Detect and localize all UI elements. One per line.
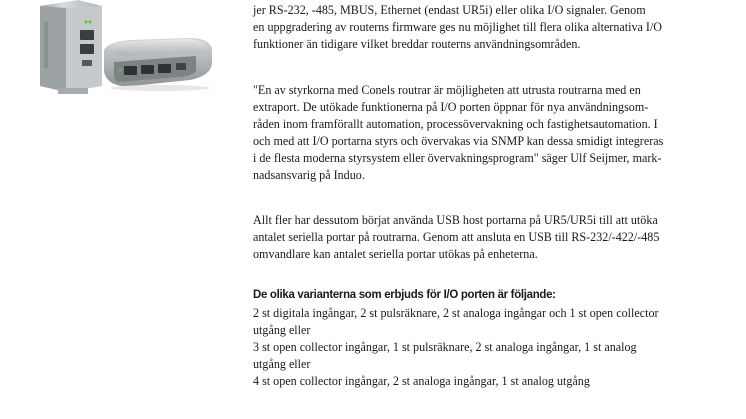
paragraph-intro-continuation [253, 2, 723, 53]
din-rail-router [40, 0, 102, 94]
text-line: "En av styrkorna med Conels routrar är möjligheten att utrusta routrarna med en [253, 83, 641, 97]
router-product-photo [0, 0, 236, 100]
text-line: en uppgradering av routerns firmware ges nu möjlighet till flera olika alternativa I/O [253, 20, 663, 34]
text-line: råden inom framförallt automation, processövervakning och fastighetsautomation. I [253, 117, 658, 131]
paragraph-quote [253, 82, 723, 184]
text-line: omvandlare kan antalet seriella portar utökas på enheterna. [253, 247, 538, 261]
list-item: 2 st digitala ingångar, 2 st pulsräknare, 2 st analoga ingångar och 1 st open collector [253, 306, 659, 320]
list-item: utgång eller [253, 323, 311, 337]
text-line: i de flesta moderna styrsystem eller övervakningsprogram" säger Ulf Seijmer, mark- [253, 151, 662, 165]
variants-list [253, 305, 723, 390]
router-illustration [0, 0, 236, 100]
paragraph-usb-host [253, 212, 723, 263]
text-line: och med att I/O portarna styrs och övervakas via SNMP kan dessa smidigt integreras [253, 134, 664, 148]
compact-router [104, 38, 212, 91]
text-line: Allt fler har dessutom börjat använda USB host portarna på UR5/UR5i till att utöka [253, 213, 658, 227]
text-line: antalet seriella portar på routrarna. Genom att ansluta en USB till RS-232/-422/-485 [253, 230, 660, 244]
list-item: 3 st open collector ingångar, 1 st pulsräknare, 2 st analoga ingångar, 1 st analog [253, 340, 637, 354]
text-line: funktioner än tidigare vilket breddar routerns användningsområden. [253, 37, 581, 51]
text-line: nadsansvarig på Induo. [253, 168, 365, 182]
text-line: jer RS-232, -485, MBUS, Ethernet (endast UR5i) eller olika I/O signaler. Genom [253, 3, 646, 17]
text-line: extraport. De utökade funktionerna på I/O porten öppnar för nya användningsom- [253, 100, 649, 114]
list-item: 4 st open collector ingångar, 2 st analoga ingångar, 1 st analog utgång [253, 374, 590, 388]
variants-heading: De olika varianterna som erbjuds för I/O porten är följande: [253, 287, 556, 301]
list-item: utgång eller [253, 357, 311, 371]
